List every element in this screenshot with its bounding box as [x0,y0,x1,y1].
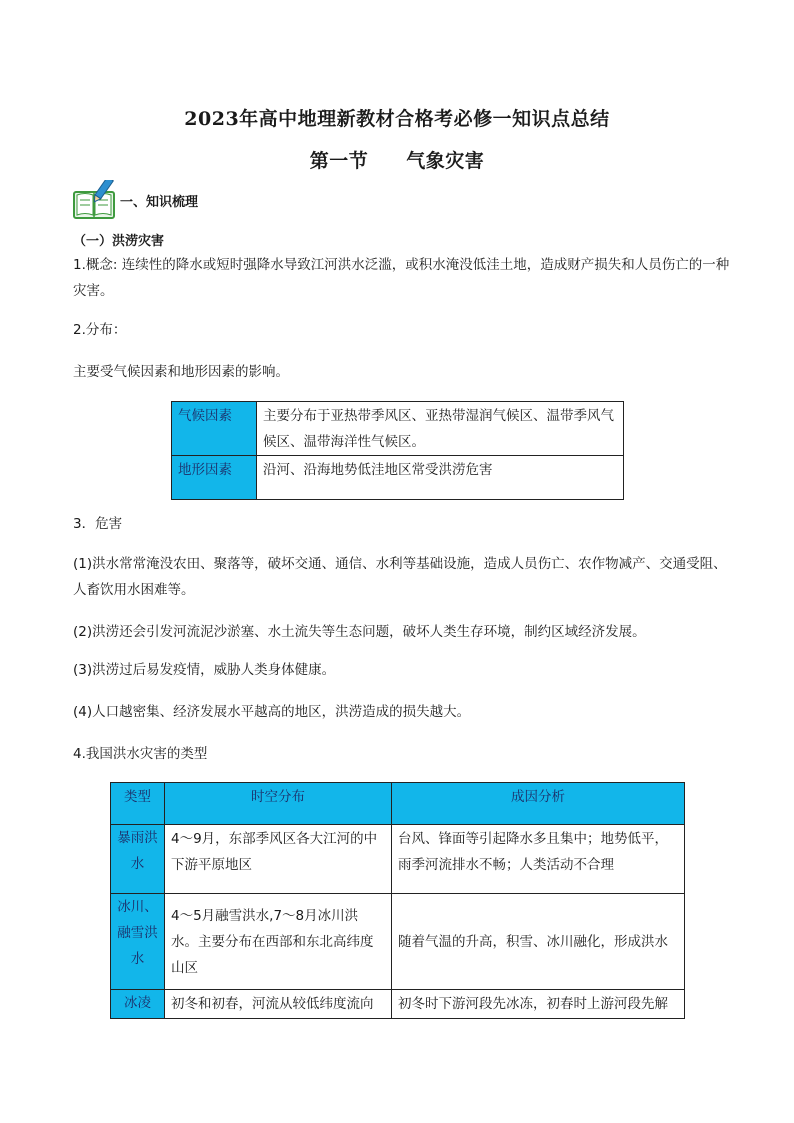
book-pencil-icon [72,180,116,220]
table-row [172,402,624,456]
harm-item-1: (1)洪水常常淹没农田、聚落等，破坏交通、通信、水利等基础设施，造成人员伤亡、农作物减产、交通受阻、人畜饮用水困难等。 [73,556,727,598]
harm-heading: 3．危害 [73,516,123,532]
factor-key-climate: 气候因素 [172,402,257,456]
subsection-heading: （一）洪涝灾害 [73,234,165,249]
header-cause: 成因分析 [392,783,685,825]
factor-value-climate: 主要分布于亚热带季风区、亚热带湿润气候区、温带季风气候区、温带海洋性气候区。 [257,402,624,456]
harm-item-2: (2)洪涝还会引发河流泥沙淤塞、水土流失等生态问题，破坏人类生存环境，制约区域经济发展。 [73,624,646,640]
section-number: 第一节 [309,150,369,172]
table-row [111,894,685,990]
concept-paragraph: 1.概念: 连续性的降水或短时强降水导致江河洪水泛滥，或积水淹没低洼土地，造成财产损失和人员伤亡的一种灾害。 [73,257,730,299]
harm-item-4: (4)人口越密集、经济发展水平越高的地区，洪涝造成的损失越大。 [73,704,471,720]
factors-table [171,401,624,500]
distribution-heading: 2.分布： [73,322,127,338]
distribution-detail: 主要受气候因素和地形因素的影响。 [73,364,289,380]
distribution-cell: 4～5月融雪洪水,7～8月冰川洪水。主要分布在西部和东北高纬度山区 [165,894,392,990]
type-cell: 暴雨洪水 [111,825,165,894]
factor-value-terrain: 沿河、沿海地势低洼地区常受洪涝危害 [257,456,624,500]
table-row [111,990,685,1019]
cause-cell: 初冬时下游河段先冰冻，初春时上游河段先解 [392,990,685,1019]
table-row [172,456,624,500]
distribution-cell: 4～9月，东部季风区各大江河的中下游平原地区 [165,825,392,894]
header-distribution: 时空分布 [165,783,392,825]
header-type: 类型 [111,783,165,825]
type-cell: 冰凌 [111,990,165,1019]
cause-cell: 台风、锋面等引起降水多且集中；地势低平，雨季河流排水不畅；人类活动不合理 [392,825,685,894]
distribution-cell: 初冬和初春，河流从较低纬度流向 [165,990,392,1019]
document-title: 2023年高中地理新教材合格考必修一知识点总结 [184,108,610,130]
factor-key-terrain: 地形因素 [172,456,257,500]
cause-cell: 随着气温的升高，积雪、冰川融化，形成洪水 [392,894,685,990]
table-row [111,825,685,894]
section-name: 气象灾害 [406,150,485,172]
section-heading [0,146,794,173]
types-heading: 4.我国洪水灾害的类型 [73,746,208,762]
banner-label: 一、知识梳理 [120,194,199,210]
knowledge-banner [72,180,198,220]
harm-item-3: (3)洪涝过后易发疫情，威胁人类身体健康。 [73,662,336,678]
table-header-row [111,783,685,825]
flood-types-table [110,782,685,1019]
type-cell: 冰川、融雪洪水 [111,894,165,990]
